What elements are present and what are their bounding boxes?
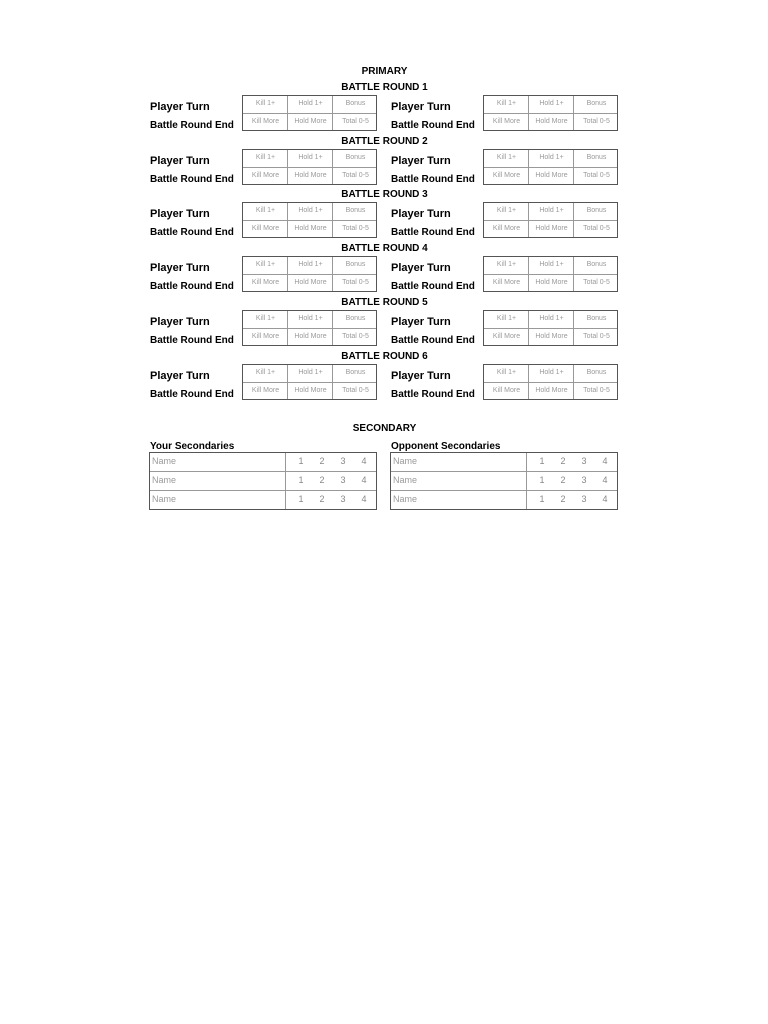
- secondary-name-field[interactable]: Name: [152, 494, 177, 504]
- round-end-score-cell[interactable]: Kill More: [251, 386, 280, 394]
- secondary-score-number[interactable]: 2: [319, 494, 325, 504]
- player-turn-score-cell[interactable]: Kill 1+: [255, 368, 276, 376]
- secondary-score-number[interactable]: 2: [560, 456, 566, 466]
- player-turn-score-cell[interactable]: Hold 1+: [539, 100, 564, 107]
- player-turn-score-cell[interactable]: Bonus: [345, 368, 366, 376]
- secondary-score-number[interactable]: 2: [560, 475, 566, 485]
- player-turn-score-cell[interactable]: Hold 1+: [298, 368, 323, 376]
- battle-round-title: BATTLE ROUND 5: [341, 296, 428, 308]
- player-turn-score-cell[interactable]: Kill 1+: [255, 153, 276, 161]
- secondary-score-number[interactable]: 4: [361, 456, 367, 466]
- round-end-score-cell[interactable]: Hold More: [294, 279, 327, 287]
- round-end-score-cell[interactable]: Hold More: [294, 171, 327, 179]
- player-turn-score-cell[interactable]: Bonus: [345, 207, 366, 215]
- player-turn-label: Player Turn: [150, 101, 210, 113]
- player-turn-label: Player Turn: [150, 262, 210, 275]
- player-turn-score-cell[interactable]: Kill 1+: [255, 207, 276, 215]
- round-end-score-cell[interactable]: Kill More: [251, 225, 280, 233]
- player-turn-label: Player Turn: [391, 315, 451, 328]
- player-turn-score-cell[interactable]: Bonus: [586, 100, 607, 107]
- player-turn-score-cell[interactable]: Kill 1+: [255, 100, 276, 107]
- secondary-row: [150, 453, 376, 471]
- player-turn-score-cell[interactable]: Hold 1+: [539, 153, 564, 161]
- secondary-score-number[interactable]: 3: [581, 494, 587, 504]
- round-end-score-cell[interactable]: Kill More: [492, 386, 521, 394]
- secondary-score-number[interactable]: 2: [560, 494, 566, 504]
- player-turn-score-cell[interactable]: Bonus: [345, 153, 366, 161]
- battle-round-end-label: Battle Round End: [150, 227, 234, 239]
- battle-round-end-label: Battle Round End: [150, 120, 234, 131]
- secondary-score-number[interactable]: 1: [298, 494, 304, 504]
- battle-round-title: BATTLE ROUND 4: [341, 243, 428, 255]
- your-secondaries-header: Your Secondaries: [150, 441, 235, 452]
- secondary-row: [150, 471, 376, 490]
- player-turn-label: Player Turn: [150, 315, 210, 328]
- round-end-score-cell[interactable]: Kill More: [251, 279, 280, 287]
- battle-round-end-label: Battle Round End: [150, 388, 234, 400]
- secondary-name-field[interactable]: Name: [152, 475, 177, 485]
- round-end-score-cell[interactable]: Kill More: [492, 332, 521, 340]
- secondary-row: [391, 471, 617, 490]
- round-end-score-cell[interactable]: Total 0-5: [342, 279, 369, 287]
- primary-score-box: [242, 95, 377, 131]
- secondary-score-number[interactable]: 3: [581, 475, 587, 485]
- secondary-name-field[interactable]: Name: [393, 494, 418, 504]
- secondary-row: [391, 453, 617, 471]
- round-end-score-cell[interactable]: Hold More: [535, 225, 568, 233]
- secondary-score-number[interactable]: 3: [340, 456, 346, 466]
- player-turn-score-cell[interactable]: Bonus: [586, 207, 607, 215]
- player-turn-label: Player Turn: [391, 101, 451, 113]
- player-turn-label: Player Turn: [391, 262, 451, 275]
- battle-round-end-label: Battle Round End: [391, 388, 475, 400]
- secondary-score-number[interactable]: 4: [602, 494, 608, 504]
- player-turn-label: Player Turn: [150, 208, 210, 221]
- player-turn-score-cell[interactable]: Bonus: [586, 368, 607, 376]
- battle-round-end-label: Battle Round End: [391, 334, 475, 346]
- round-end-score-cell[interactable]: Hold More: [294, 332, 327, 340]
- player-turn-score-cell[interactable]: Hold 1+: [539, 368, 564, 376]
- secondary-row: [391, 490, 617, 509]
- round-end-score-cell[interactable]: Total 0-5: [583, 118, 610, 125]
- player-turn-score-cell[interactable]: Bonus: [345, 100, 366, 107]
- battle-round-end-label: Battle Round End: [150, 173, 234, 185]
- primary-score-box: [483, 364, 618, 400]
- round-end-score-cell[interactable]: Kill More: [251, 118, 280, 125]
- player-turn-score-cell[interactable]: Kill 1+: [496, 314, 517, 322]
- primary-score-box: [242, 310, 377, 346]
- secondary-score-number[interactable]: 3: [581, 456, 587, 466]
- round-end-score-cell[interactable]: Kill More: [492, 225, 521, 233]
- player-turn-score-cell[interactable]: Bonus: [345, 314, 366, 322]
- your-secondaries-table: [149, 452, 377, 510]
- player-turn-score-cell[interactable]: Bonus: [586, 153, 607, 161]
- battle-round-title: BATTLE ROUND 2: [341, 135, 428, 147]
- round-end-score-cell[interactable]: Hold More: [535, 332, 568, 340]
- battle-round-title: BATTLE ROUND 6: [341, 350, 428, 362]
- battle-round-title: BATTLE ROUND 3: [341, 189, 428, 201]
- secondary-name-field[interactable]: Name: [393, 475, 418, 485]
- round-end-score-cell[interactable]: Hold More: [535, 279, 568, 287]
- round-end-score-cell[interactable]: Kill More: [251, 332, 280, 340]
- primary-score-box: [242, 149, 377, 185]
- round-end-score-cell[interactable]: Total 0-5: [342, 118, 369, 125]
- battle-round-title: BATTLE ROUND 1: [341, 82, 428, 93]
- player-turn-label: Player Turn: [391, 369, 451, 382]
- primary-score-box: [483, 95, 618, 131]
- round-end-score-cell[interactable]: Kill More: [492, 171, 521, 179]
- secondary-title: SECONDARY: [352, 423, 417, 434]
- round-end-score-cell[interactable]: Kill More: [251, 171, 280, 179]
- battle-round-end-label: Battle Round End: [391, 120, 475, 131]
- round-end-score-cell[interactable]: Hold More: [294, 386, 327, 394]
- round-end-score-cell[interactable]: Total 0-5: [583, 332, 610, 340]
- opponent-secondaries-header: Opponent Secondaries: [391, 441, 501, 452]
- player-turn-score-cell[interactable]: Kill 1+: [255, 314, 276, 322]
- player-turn-score-cell[interactable]: Kill 1+: [496, 368, 517, 376]
- primary-score-box: [483, 202, 618, 238]
- secondary-score-number[interactable]: 4: [602, 456, 608, 466]
- player-turn-score-cell[interactable]: Kill 1+: [255, 261, 276, 269]
- player-turn-score-cell[interactable]: Hold 1+: [298, 153, 323, 161]
- battle-round-end-label: Battle Round End: [391, 173, 475, 185]
- player-turn-score-cell[interactable]: Bonus: [586, 314, 607, 322]
- round-end-score-cell[interactable]: Hold More: [535, 171, 568, 179]
- round-end-score-cell[interactable]: Total 0-5: [342, 386, 369, 394]
- primary-title: PRIMARY: [361, 66, 408, 77]
- battle-round-end-label: Battle Round End: [391, 281, 475, 293]
- player-turn-score-cell[interactable]: Hold 1+: [539, 207, 564, 215]
- round-end-score-cell[interactable]: Hold More: [535, 118, 568, 125]
- secondary-name-field[interactable]: Name: [152, 456, 177, 466]
- primary-score-box: [242, 202, 377, 238]
- player-turn-label: Player Turn: [391, 208, 451, 221]
- player-turn-label: Player Turn: [150, 154, 210, 167]
- player-turn-score-cell[interactable]: Hold 1+: [539, 314, 564, 322]
- secondary-score-number[interactable]: 1: [539, 475, 545, 485]
- battle-round-end-label: Battle Round End: [391, 227, 475, 239]
- round-end-score-cell[interactable]: Total 0-5: [583, 225, 610, 233]
- round-end-score-cell[interactable]: Total 0-5: [583, 279, 610, 287]
- battle-round-end-label: Battle Round End: [150, 281, 234, 293]
- secondary-score-number[interactable]: 1: [298, 456, 304, 466]
- opponent-secondaries-table: [390, 452, 618, 510]
- secondary-score-number[interactable]: 2: [319, 475, 325, 485]
- primary-score-box: [483, 256, 618, 292]
- round-end-score-cell[interactable]: Hold More: [294, 225, 327, 233]
- player-turn-score-cell[interactable]: Bonus: [345, 261, 366, 269]
- round-end-score-cell[interactable]: Hold More: [294, 118, 327, 125]
- player-turn-score-cell[interactable]: Kill 1+: [496, 153, 517, 161]
- round-end-score-cell[interactable]: Total 0-5: [342, 171, 369, 179]
- secondary-score-number[interactable]: 4: [361, 494, 367, 504]
- player-turn-score-cell[interactable]: Kill 1+: [496, 261, 517, 269]
- round-end-score-cell[interactable]: Total 0-5: [342, 332, 369, 340]
- player-turn-score-cell[interactable]: Hold 1+: [298, 261, 323, 269]
- round-end-score-cell[interactable]: Kill More: [492, 279, 521, 287]
- secondary-score-number[interactable]: 1: [539, 494, 545, 504]
- secondary-name-field[interactable]: Name: [393, 456, 418, 466]
- player-turn-label: Player Turn: [150, 369, 210, 382]
- player-turn-score-cell[interactable]: Kill 1+: [496, 100, 517, 107]
- secondary-score-number[interactable]: 3: [340, 475, 346, 485]
- player-turn-score-cell[interactable]: Hold 1+: [298, 100, 323, 107]
- primary-score-box: [242, 364, 377, 400]
- player-turn-score-cell[interactable]: Hold 1+: [298, 314, 323, 322]
- primary-score-box: [242, 256, 377, 292]
- player-turn-score-cell[interactable]: Bonus: [586, 261, 607, 269]
- primary-score-box: [483, 310, 618, 346]
- secondary-score-number[interactable]: 2: [319, 456, 325, 466]
- secondary-score-number[interactable]: 1: [539, 456, 545, 466]
- round-end-score-cell[interactable]: Hold More: [535, 386, 568, 394]
- secondary-score-number[interactable]: 4: [361, 475, 367, 485]
- secondary-score-number[interactable]: 1: [298, 475, 304, 485]
- secondary-score-number[interactable]: 4: [602, 475, 608, 485]
- secondary-score-number[interactable]: 3: [340, 494, 346, 504]
- round-end-score-cell[interactable]: Total 0-5: [583, 386, 610, 394]
- player-turn-score-cell[interactable]: Hold 1+: [539, 261, 564, 269]
- round-end-score-cell[interactable]: Kill More: [492, 118, 521, 125]
- round-end-score-cell[interactable]: Total 0-5: [342, 225, 369, 233]
- player-turn-label: Player Turn: [391, 154, 451, 167]
- player-turn-score-cell[interactable]: Kill 1+: [496, 207, 517, 215]
- primary-score-box: [483, 149, 618, 185]
- secondary-row: [150, 490, 376, 509]
- player-turn-score-cell[interactable]: Hold 1+: [298, 207, 323, 215]
- battle-round-end-label: Battle Round End: [150, 334, 234, 346]
- round-end-score-cell[interactable]: Total 0-5: [583, 171, 610, 179]
